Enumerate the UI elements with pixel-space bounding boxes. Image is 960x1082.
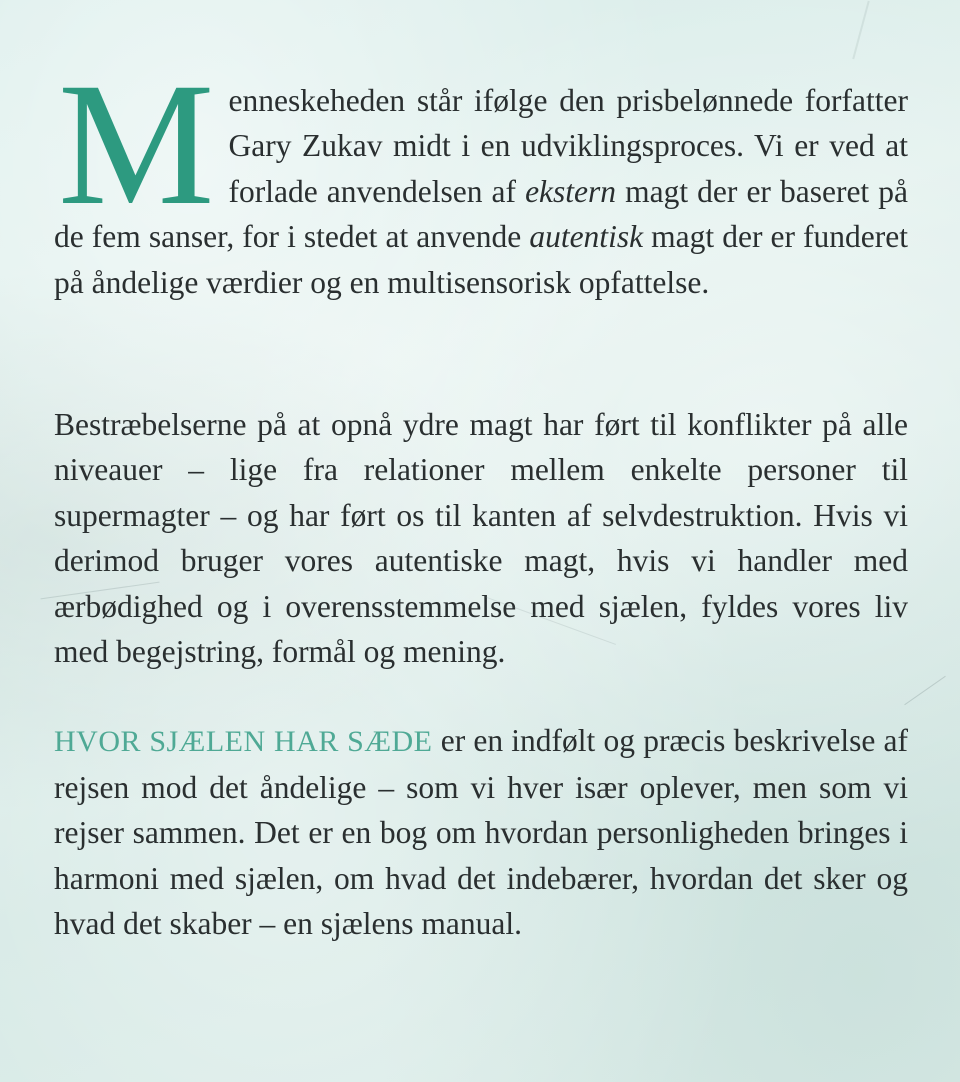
body-paragraph <box>54 402 908 674</box>
intro-emphasis-autentisk: autentisk <box>529 219 644 255</box>
closing-text: er en indfølt og præcis beskrivelse af rejsen mod det åndelige – som vi hver især oplever, men som vi rejser sammen. Det er en bog om hvordan personligheden bringes i harmoni med sjælen, om hvad det indebærer, hvordan det sker og hvad det skaber – en sjælens manual. <box>54 723 908 942</box>
intro-text-3: magt der er funderet på åndelige værdier og en multisensorisk opfattelse. <box>54 219 909 300</box>
body-text: Bestræbelserne på at opnå ydre magt har ført til konflikter på alle niveauer – lige fra relationer mellem enkelte personer til supermagter – og har ført os til kanten af selvdestruktion. Hvis vi derimod bruger vores autentiske magt, hvis vi handler med ærbødighed og i overensstemmelse med sjælen, fyldes vores liv med begejstring, formål og mening. <box>54 407 908 670</box>
closing-paragraph <box>54 718 908 946</box>
intro-text-1: enneskeheden står ifølge den prisbelønnede forfatter Gary Zukav midt i en udviklingsproces. Vi er ved at forlade anvendelsen af <box>228 83 908 209</box>
book-title: HVOR SJÆLEN HAR SÆDE <box>54 725 433 759</box>
intro-paragraph <box>54 47 909 358</box>
paper-scratch <box>852 1 869 59</box>
intro-emphasis-ekstern: ekstern <box>525 173 617 209</box>
drop-cap: M <box>58 47 215 242</box>
paper-scratch <box>904 676 946 705</box>
intro-text-2: magt der er baseret på de fem sanser, for i stedet at anvende <box>54 173 908 255</box>
